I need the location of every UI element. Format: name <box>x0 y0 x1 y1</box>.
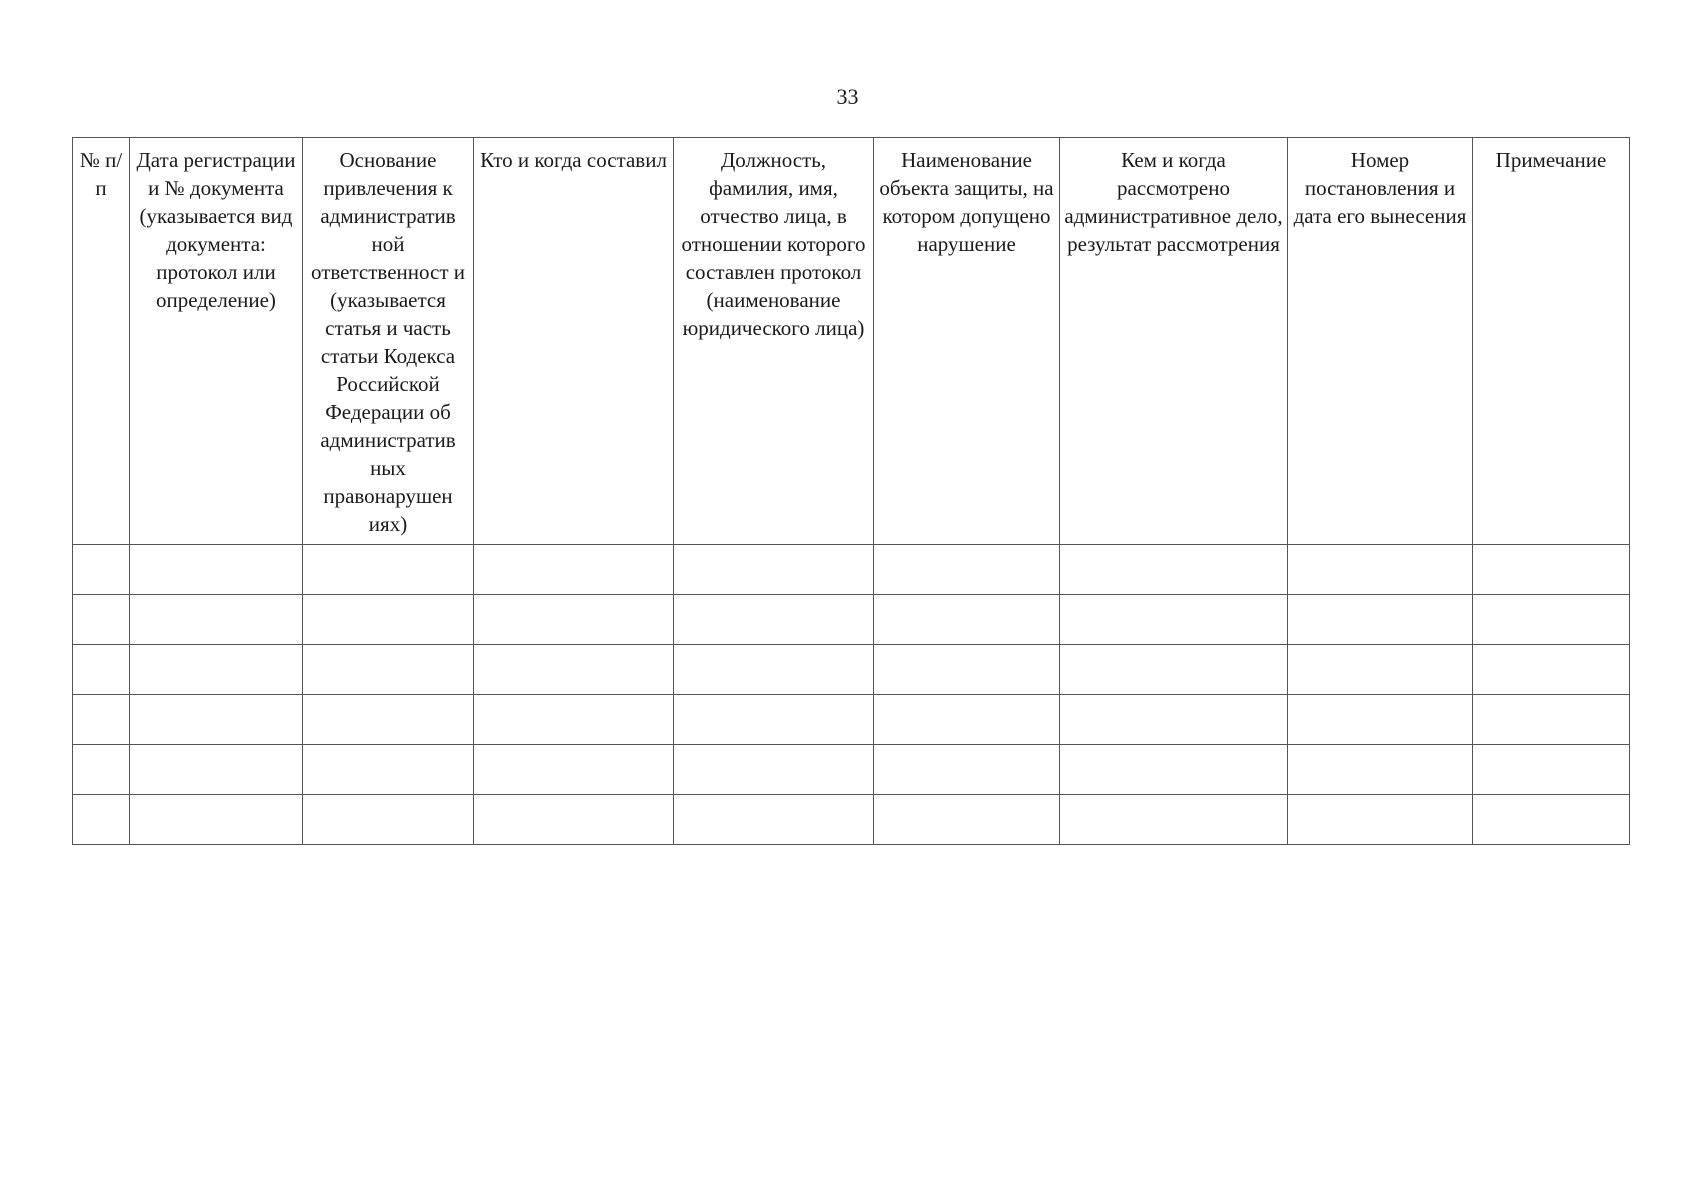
register-table <box>72 137 1630 845</box>
table-cell <box>73 595 130 645</box>
table-cell <box>303 695 474 745</box>
table-row <box>73 795 1630 845</box>
column-header-note: Примечание <box>1473 138 1630 545</box>
table-cell <box>1288 795 1473 845</box>
table-cell <box>1060 595 1288 645</box>
table-cell <box>1473 745 1630 795</box>
table-cell <box>73 645 130 695</box>
table-cell <box>674 695 874 745</box>
table-row <box>73 645 1630 695</box>
column-header-legal-basis: Основание привлечения к административ ной ответственност и (указывается статья и часть статьи Кодекса Российской Федерации об административ ных правонарушен иях) <box>303 138 474 545</box>
table-cell <box>303 545 474 595</box>
table-cell <box>130 545 303 595</box>
table-cell <box>130 795 303 845</box>
table-cell <box>1060 695 1288 745</box>
column-header-compiled-by: Кто и когда составил <box>474 138 674 545</box>
column-header-registration-date: Дата регистрации и № документа (указывается вид документа: протокол или определение) <box>130 138 303 545</box>
table-cell <box>874 595 1060 645</box>
table-cell <box>874 645 1060 695</box>
table-body <box>73 545 1630 845</box>
column-header-review: Кем и когда рассмотрено административное дело, результат рассмотрения <box>1060 138 1288 545</box>
page-number: 33 <box>836 84 859 109</box>
table-cell <box>674 595 874 645</box>
column-header-resolution-number: Номер постановления и дата его вынесения <box>1288 138 1473 545</box>
table-cell <box>1473 795 1630 845</box>
table-cell <box>73 545 130 595</box>
table-cell <box>1288 695 1473 745</box>
table-cell <box>1288 645 1473 695</box>
table-row <box>73 545 1630 595</box>
table-cell <box>130 645 303 695</box>
table-cell <box>674 645 874 695</box>
table-cell <box>1060 545 1288 595</box>
table-cell <box>874 695 1060 745</box>
table-row <box>73 595 1630 645</box>
table-cell <box>130 595 303 645</box>
table-cell <box>1060 745 1288 795</box>
table-row <box>73 745 1630 795</box>
table-cell <box>303 745 474 795</box>
table-cell <box>674 545 874 595</box>
table-cell <box>303 595 474 645</box>
table-cell <box>474 595 674 645</box>
table-cell <box>1473 695 1630 745</box>
column-header-number: № п/п <box>73 138 130 545</box>
table-cell <box>474 795 674 845</box>
table-cell <box>303 795 474 845</box>
table-cell <box>1060 795 1288 845</box>
table-cell <box>1288 595 1473 645</box>
table-cell <box>874 545 1060 595</box>
column-header-protected-object: Наименование объекта защиты, на котором допущено нарушение <box>874 138 1060 545</box>
table-cell <box>73 795 130 845</box>
table-cell <box>1060 645 1288 695</box>
table-cell <box>674 745 874 795</box>
table-cell <box>1288 745 1473 795</box>
table-cell <box>73 695 130 745</box>
table-header-row <box>73 138 1630 545</box>
column-header-offender: Должность, фамилия, имя, отчество лица, в отношении которого составлен протокол (наименование юридического лица) <box>674 138 874 545</box>
table-cell <box>130 695 303 745</box>
table-cell <box>73 745 130 795</box>
table-cell <box>674 795 874 845</box>
table-cell <box>1473 595 1630 645</box>
table-row <box>73 695 1630 745</box>
table-cell <box>874 745 1060 795</box>
table-cell <box>474 695 674 745</box>
table-cell <box>874 795 1060 845</box>
table-cell <box>130 745 303 795</box>
table-cell <box>1288 545 1473 595</box>
table-cell <box>1473 545 1630 595</box>
table-cell <box>1473 645 1630 695</box>
table-cell <box>474 545 674 595</box>
table-cell <box>303 645 474 695</box>
table-cell <box>474 645 674 695</box>
table-cell <box>474 745 674 795</box>
